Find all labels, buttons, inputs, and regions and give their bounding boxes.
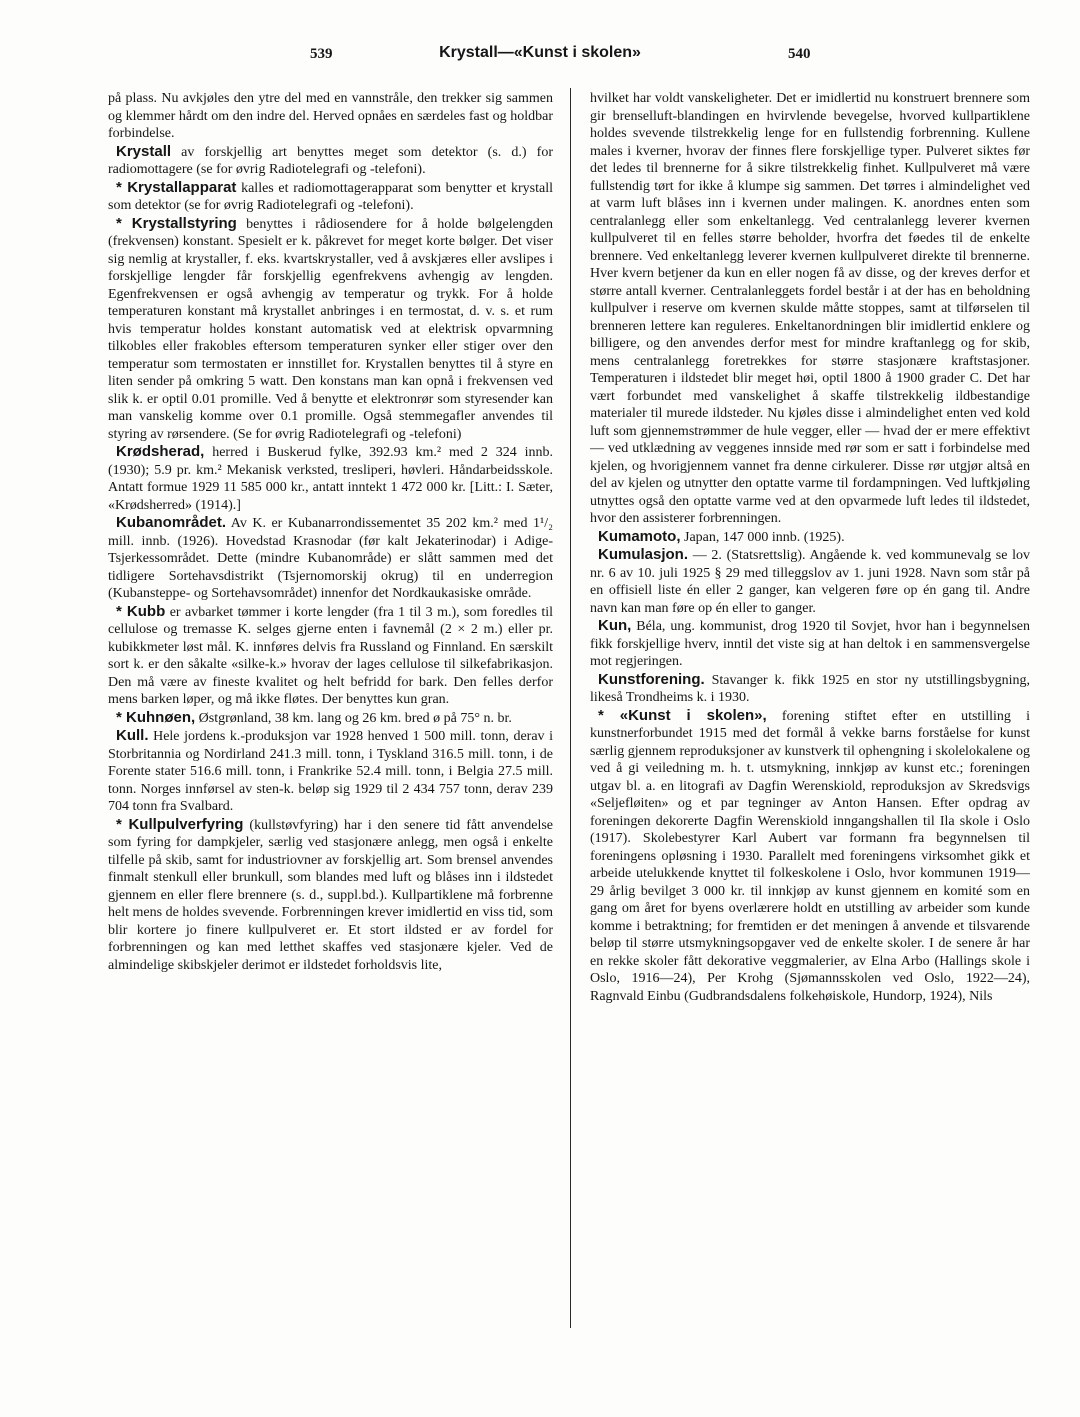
entry-text: av forskjellig art benyttes meget som detektor (s. d.) for radiomottagere (se for øvrig Radiotelegrafi og -telefoni). xyxy=(108,144,553,177)
entry-headword: * «Kunst i skolen», xyxy=(598,706,767,724)
entry-headword: Kubanområdet. xyxy=(116,514,227,531)
entry-text: benyttes i rådiosendere for å holde bølgelengden (frekvensen) konstant. Spesielt er k. påkrevet for meget korte bølger. Det viser sig nemlig at krystaller, f. eks. kvartskrystaller, ved å avskjæres eller avslipes i forskjellige lengder får forskjellig egenfrekvens avhengig av lengden. Egenfrekvensen er også avhengig av temperatur og trykk. For å holde temperaturen konstant må krystallet anbringes i en termostat, d. v. s. et rum hvis temperatur holdes konstant automatisk ved at elektrisk opvarmning tilkobles eller frakobles eftersom temperaturen synker eller stiger over den temperatur som termostaten er innstillet for. Krystallen benyttes til å styre en liten sender på omkring 5 watt. Den konstans man kan opnå i frekvensen ved slik k. er optil 0.01 promille. Ved å benytte et elektronrør som styresender kan man vanskelig komme over 0.1 promille. Også stemmegafler anvendes til styring av rørsendere. (Se for øvrig Radiotelegrafi og -telefoni) xyxy=(108,216,553,442)
entry-paragraph xyxy=(590,546,1030,617)
entry-text: hvilket har voldt vanskeligheter. Det er imidlertid nu konstruert brennere som gir brenselluft-blandingen en hvirvlende bevegelse, hvorved kullpartiklene holdes svevende tilstrekkelig lenge for en fullstendig forbrenning. Kullene males i kverner, hvorav der finnes flere forskjellige typer. Pulveret siktes før det ledes til brennerne for å sikre tilstrekkelig finhet. Kullpulveret må være fullstendig tørt for ikke å klumpe sig sammen. Det tørres i almindelighet ved at varm luft blåses inn i kvernen under malingen. K. anordnes enten som centralanlegg eller som enkeltanlegg. Ved centralanlegg leverer kvernen kullpulveret til en felles større beholder, hvorfra det føedes til de enkelte brennere. Ved enkeltanlegg leverer kvernen kullpulveret direkte til brennerne. Hver kvern betjener da kun en eller nogen få av disse, og der kreves derfor et større antall kverner. Centralanleggets fordel består i at der has en beholdning kullpulver i reserve om kvernen skulde måtte stoppes, samt at tilførselen til brenneren lettere kan reguleres. Enkeltanordningen blir imidlertid enklere og billigere, og den anvendes derfor mest for mindre kraftanlegg og for skib, mens centralanlegg foretrekkes for større stasjonære kraftstasjoner. Temperaturen i ildstedet blir meget høi, optil 1800 å 1900 grader C. Det har vært forbundet med vanskelighet å skaffe tilstrekkelig ildbestandige materialer til murede ildsteder. Nu kjøles disse i almindelighet enten ved kold luft som gjennemstrømmer de hule vegger, eller — hvad der er mere effektivt — ved utklædning av veggenes innside med rør som er satt i forbindelse med kjelen, og hvorigjennem vannet fra denne cirkulerer. Disse rør utgjør altså en del av kjelen og utnytter den optatte varme til fordampningen. Ved luftkjøling utnyttes også den optatte varme ved at den opvarmede luft ledes til ildstedet, hvor den assisterer forbrenningen. xyxy=(590,91,1030,526)
page-number-left: 539 xyxy=(310,46,333,62)
entry-paragraph xyxy=(108,179,553,215)
running-head: Krystall—«Kunst i skolen» xyxy=(439,44,641,61)
right-column xyxy=(590,90,1030,1330)
entry-paragraph xyxy=(590,528,1030,547)
entry-text: Béla, ung. kommunist, drog 1920 til Sovjet, hvor han i begynnelsen fikk forskjellige hverv, inntil det viste sig at han deltok i en sammensvergelse mot regjeringen. xyxy=(590,619,1030,669)
entry-text: Hele jordens k.-produksjon var 1928 henved 1 500 mill. tonn, derav i Storbritannia og Nordirland 241.3 mill. tonn, i Tyskland 316.5 mill. tonn, i de Forente stater 516.6 mill. tonn, i Frankrike 52.4 mill. tonn, i Belgia 27.5 mill. tonn. Norges innførsel av sten-k. beløp sig 1929 til 2 434 757 tonn, derav 239 704 tonn fra Svalbard. xyxy=(108,729,553,814)
entry-paragraph xyxy=(108,143,553,179)
entry-headword: Krystall xyxy=(116,142,172,160)
entry-text: Av K. er Kubanarrondissementet 35 202 km.² med 1¹/₂ mill. innb. (1926). Hovedstad Krasnodar (før kalt Jekaterinodar) i Adige-Tsjerkessområdet. Dette (mindre Kubanområde) er slått sammen med det tidligere Sortehavsdistrikt (Tsjernomorskij okrug) til en underregion (Kubansteppe- og Sortehavsområdet) innenfor det Nordkaukasiske område. xyxy=(108,516,553,601)
entry-text: Stavanger k. fikk 1925 en stor ny utstillingsbygning, likeså Trondheims k. i 1930. xyxy=(590,672,1030,705)
entry-paragraph xyxy=(108,215,553,444)
entry-text: Østgrønland, 38 km. lang og 26 km. bred ø på 75° n. br. xyxy=(198,710,512,726)
column-divider xyxy=(570,88,571,1328)
entry-headword: Kumamoto, xyxy=(598,527,681,545)
entry-headword: * Kuhnøen, xyxy=(116,708,196,726)
entry-text: kalles et radiomottagerapparat som benytter et krystall som detektor (se for øvrig Radiotelegrafi og -telefoni). xyxy=(108,180,553,213)
entry-headword: Kunstforening. xyxy=(598,670,705,688)
entry-paragraph xyxy=(108,90,553,143)
entry-headword: Kun, xyxy=(598,617,632,634)
entry-paragraph xyxy=(590,671,1030,707)
entry-paragraph xyxy=(590,90,1030,528)
entry-headword: * Krystallapparat xyxy=(116,178,237,196)
entry-text: — 2. (Statsrettslig). Angående k. ved kommunevalg se lov nr. 6 av 10. juli 1925 § 29 med tilleggslov av 1. juni 1928. Navn som står på en offisiell liste én eller 2 ganger, kan velgeren føre op én gang til. Andre navn kan man føre op én eller to ganger. xyxy=(590,548,1030,616)
entry-paragraph xyxy=(108,709,553,728)
entry-paragraph xyxy=(590,707,1030,1006)
entry-headword: * Krystallstyring xyxy=(116,214,237,232)
page-header xyxy=(108,40,972,76)
left-column xyxy=(108,90,553,1330)
entry-paragraph xyxy=(108,443,553,514)
entry-text: (kullstøvfyring) har i den senere tid fått anvendelse som fyring for dampkjeler, særlig ved stasjonære anlegg, men også i enkelte tilfelle på skib, samt for industriovner av forskjellig art. Som brensel anvendes finmalt stenkull eller brunkull, som blandes med luft og blåses inn i ildstedet gjennem en eller flere brennere (s. d., suppl.bd.). Kullpartiklene må forbrenne helt mens de holdes svevende. Forbrenningen krever imidlertid en viss tid, som blir kortere jo finere kullpulveret er. Et stort ildsted er av fordel for forbrenningen og kan med letthet skaffes ved stasjonære kjeler. Ved de almindelige skibskjeler derimot er ildstedet forholdsvis lite, xyxy=(108,817,553,973)
page-number-right: 540 xyxy=(788,46,811,62)
entry-text: Japan, 147 000 innb. (1925). xyxy=(684,529,845,545)
entry-paragraph xyxy=(108,727,553,816)
entry-paragraph xyxy=(108,816,553,975)
entry-headword: Krødsherad, xyxy=(116,443,205,460)
entry-headword: Kull. xyxy=(116,727,149,744)
entry-paragraph xyxy=(108,603,553,709)
entry-text: på plass. Nu avkjøles den ytre del med en vannstråle, den trekker sig sammen og klemmer hårdt om den indre del. Herved opnåes en særdeles fast og holdbar forbindelse. xyxy=(108,91,553,141)
entry-headword: * Kullpulverfyring xyxy=(116,815,244,833)
entry-text: herred i Buskerud fylke, 392.93 km.² med 2 324 innb. (1930); 5.9 pr. km.² Mekanisk verksted, tresliperi, høvleri. Håndarbeidsskole. Antatt formue 1929 11 585 000 kr., antatt inntekt 1 472 000 kr. [Litt.: I. Sæter, «Krødsherred» (1914).] xyxy=(108,445,553,513)
entry-headword: * Kubb xyxy=(116,602,166,620)
entry-paragraph xyxy=(590,617,1030,671)
entry-text: forening stiftet efter en utstilling i kunstnerforbundet 1915 med det formål å vekke barns forståelse for kunst særlig gjennem reproduksjoner av kunstverk til ophengning i skolelokalene og ved å gi veiledning m. h. t. utsmykning, innkjøp av kunst etc.; foreningen utgav bl. a. en litografi av Dagfin Werenskiold, reproduksjon av Skredsvigs «Seljefløiten» og et par tegninger av Anton Hansen. Efter opdrag av foreningen dekorerte Dagfin Werenskiold inngangshallen til Ila skole i Oslo (1917). Skolebestyrer Karl Aubert var formann fra begynnelsen til foreningens opløsning i 1930. Parallelt med foreningens virksomhet gikk et arbeide utelukkende knyttet til folkeskolene i Oslo, hvor kommunen 1919—29 årlig bevilget 3 000 kr. til innkjøp av kunst gjennem en komité som en gang om året for byens overlærere holdt en utstilling av arbeider som kunde komme i betraktning; for fremtiden er det meningen å anvende et tilsvarende beløp til større utsmykningsopgaver ved de enkelte skoler. I de senere år har en rekke skoler fått dekorative veggmalerier, av Elna Arbo (Hallings skole i Oslo, 1916—24), Per Krohg (Sjømannsskolen ved Oslo, 1922—24), Ragnvald Einbu (Gudbrandsdalens folkehøiskole, Hundorp, 1924), Nils xyxy=(590,708,1030,1004)
entry-paragraph xyxy=(108,514,553,603)
entry-text: er avbarket tømmer i korte lengder (fra 1 til 3 m.), som foredles til cellulose og tremasse K. selges gjerne enten i favnemål (2 × 2 m.) eller pr. kubikkmeter løst mål. K. innføres delvis fra Russland og Finnland. En særskilt sort k. er den såkalte «silke-k.» hvorav der lages cellulose til silkefabrikasjon. Den må være av fineste kvalitet og helt befridd for bark. Den felles derfor mens barken løper, og må ikke fløtes. Der benyttes kun gran. xyxy=(108,604,553,707)
entry-headword: Kumulasjon. xyxy=(598,546,689,563)
